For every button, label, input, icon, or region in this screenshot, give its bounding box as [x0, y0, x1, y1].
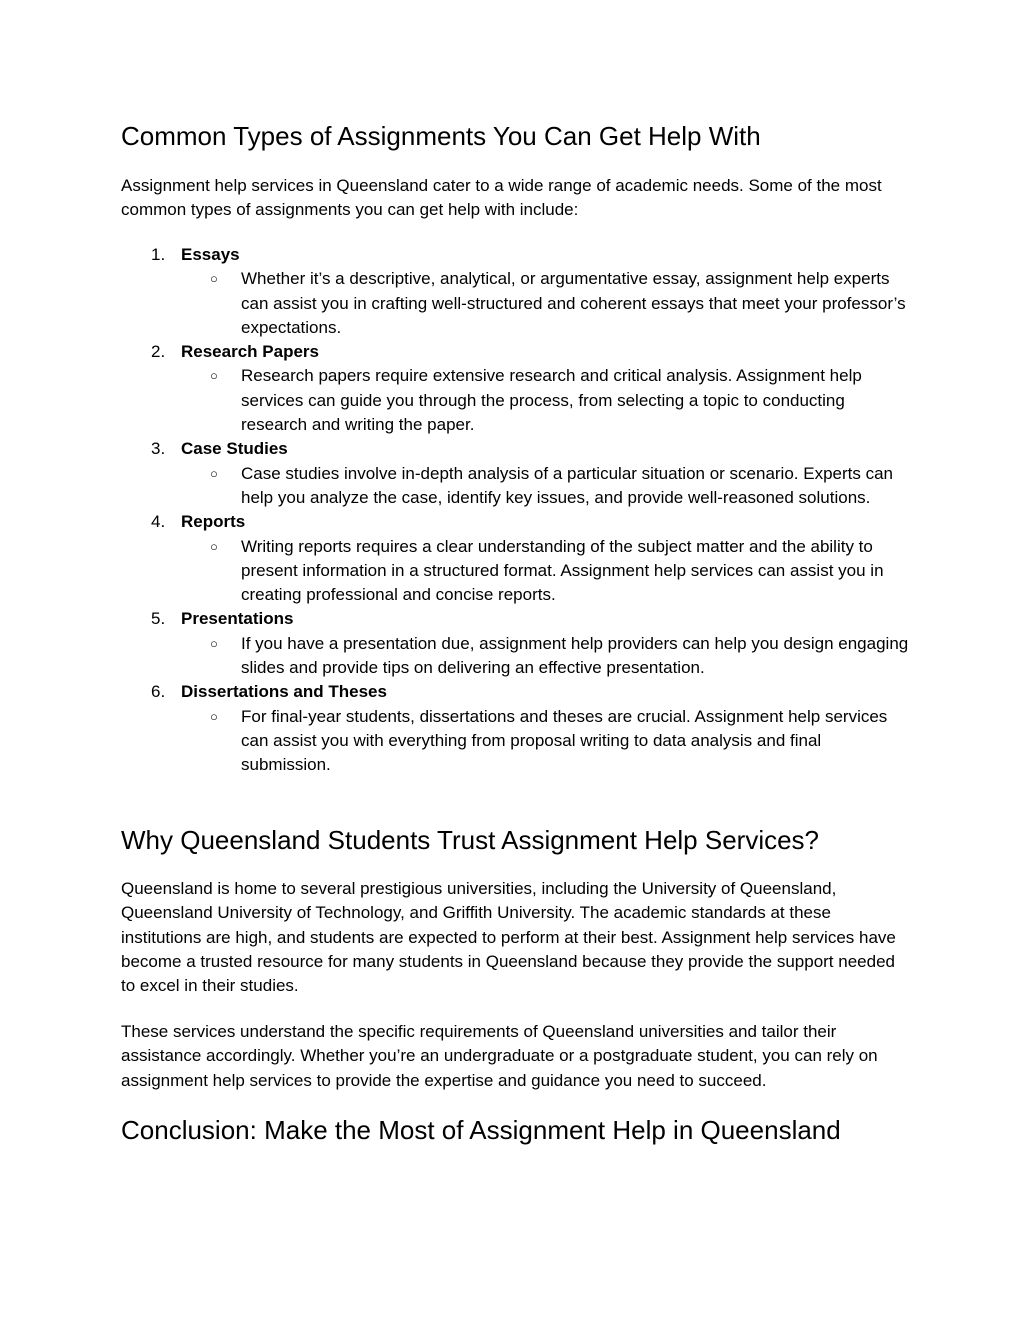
list-item-detail	[181, 364, 911, 437]
list-item-title: Research Papers	[181, 342, 319, 362]
list-number: 2.	[151, 342, 166, 362]
list-item-detail-text: Case studies involve in-depth analysis of a particular situation or scenario. Experts can help you analyze the case, identify key issues, and provide well-reasoned solutions.	[241, 463, 894, 507]
list-item-detail-text: Research papers require extensive research and critical analysis. Assignment help services can guide you through the process, from selecting a topic to conducting research and writing the paper.	[241, 366, 862, 435]
hollow-circle-bullet-icon: ○	[210, 271, 218, 287]
list-item-detail-text: If you have a presentation due, assignment help providers can help you design engaging slides and provide tips on delivering an effective presentation.	[241, 633, 909, 678]
list-item-title: Reports	[181, 512, 246, 532]
list-item	[121, 510, 911, 607]
list-number: 5.	[151, 609, 166, 629]
list-number: 1.	[151, 245, 166, 264]
list-item-title: Case Studies	[181, 439, 288, 459]
section-heading-why-trust: Why Queensland Students Trust Assignment Help Services?	[121, 825, 820, 855]
list-item	[121, 437, 911, 510]
list-number: 4.	[151, 512, 166, 532]
list-item-detail-text: Writing reports requires a clear understanding of the subject matter and the ability to present information in a structured format. Assignment help services can assist you in creating professional and concise reports.	[241, 536, 884, 605]
section-heading-common-types: Common Types of Assignments You Can Get Help With	[121, 121, 761, 151]
list-item	[121, 340, 911, 437]
list-number: 6.	[151, 682, 166, 702]
list-item-detail	[181, 462, 911, 511]
list-item-detail	[181, 705, 911, 778]
list-item-detail	[181, 535, 911, 608]
hollow-circle-bullet-icon: ○	[210, 635, 218, 651]
list-item-title: Essays	[181, 245, 240, 264]
intro-paragraph: Assignment help services in Queensland cater to a wide range of academic needs. Some of the most common types of assignments you can get help with include:	[121, 176, 882, 220]
list-number: 3.	[151, 439, 166, 459]
list-item	[121, 680, 911, 777]
list-item	[121, 243, 911, 340]
why-paragraph-2: These services understand the specific requirements of Queensland universities and tailor their assistance accordingly. Whether you’re an undergraduate or a postgraduate student, you can rely on assignment help services to provide the expertise and guidance you need to succeed.	[121, 1022, 878, 1090]
list-item-title: Presentations	[181, 609, 294, 629]
hollow-circle-bullet-icon: ○	[210, 465, 218, 481]
hollow-circle-bullet-icon: ○	[210, 368, 218, 384]
hollow-circle-bullet-icon: ○	[210, 538, 218, 554]
section-heading-conclusion: Conclusion: Make the Most of Assignment Help in Queensland	[121, 1115, 841, 1145]
why-paragraph-1: Queensland is home to several prestigious universities, including the University of Queensland, Queensland University of Technology, and Griffith University. The academic standards at these institutions are high, and students are expected to perform at their best. Assignment help services have become a trusted resource for many students in Queensland because they provide the support needed to excel in their studies.	[121, 879, 896, 996]
list-item-detail	[181, 267, 911, 340]
hollow-circle-bullet-icon: ○	[210, 708, 218, 724]
list-item-detail	[181, 632, 911, 681]
list-item-detail-text: For final-year students, dissertations and theses are crucial. Assignment help services can assist you with everything from proposal writing to data analysis and final submission.	[241, 706, 888, 775]
list-item-detail-text: Whether it’s a descriptive, analytical, or argumentative essay, assignment help experts can assist you in crafting well-structured and coherent essays that meet your professor’s expectations.	[241, 269, 906, 337]
list-item	[121, 607, 911, 680]
assignment-types-list	[121, 243, 911, 778]
list-item-title: Dissertations and Theses	[181, 682, 387, 702]
